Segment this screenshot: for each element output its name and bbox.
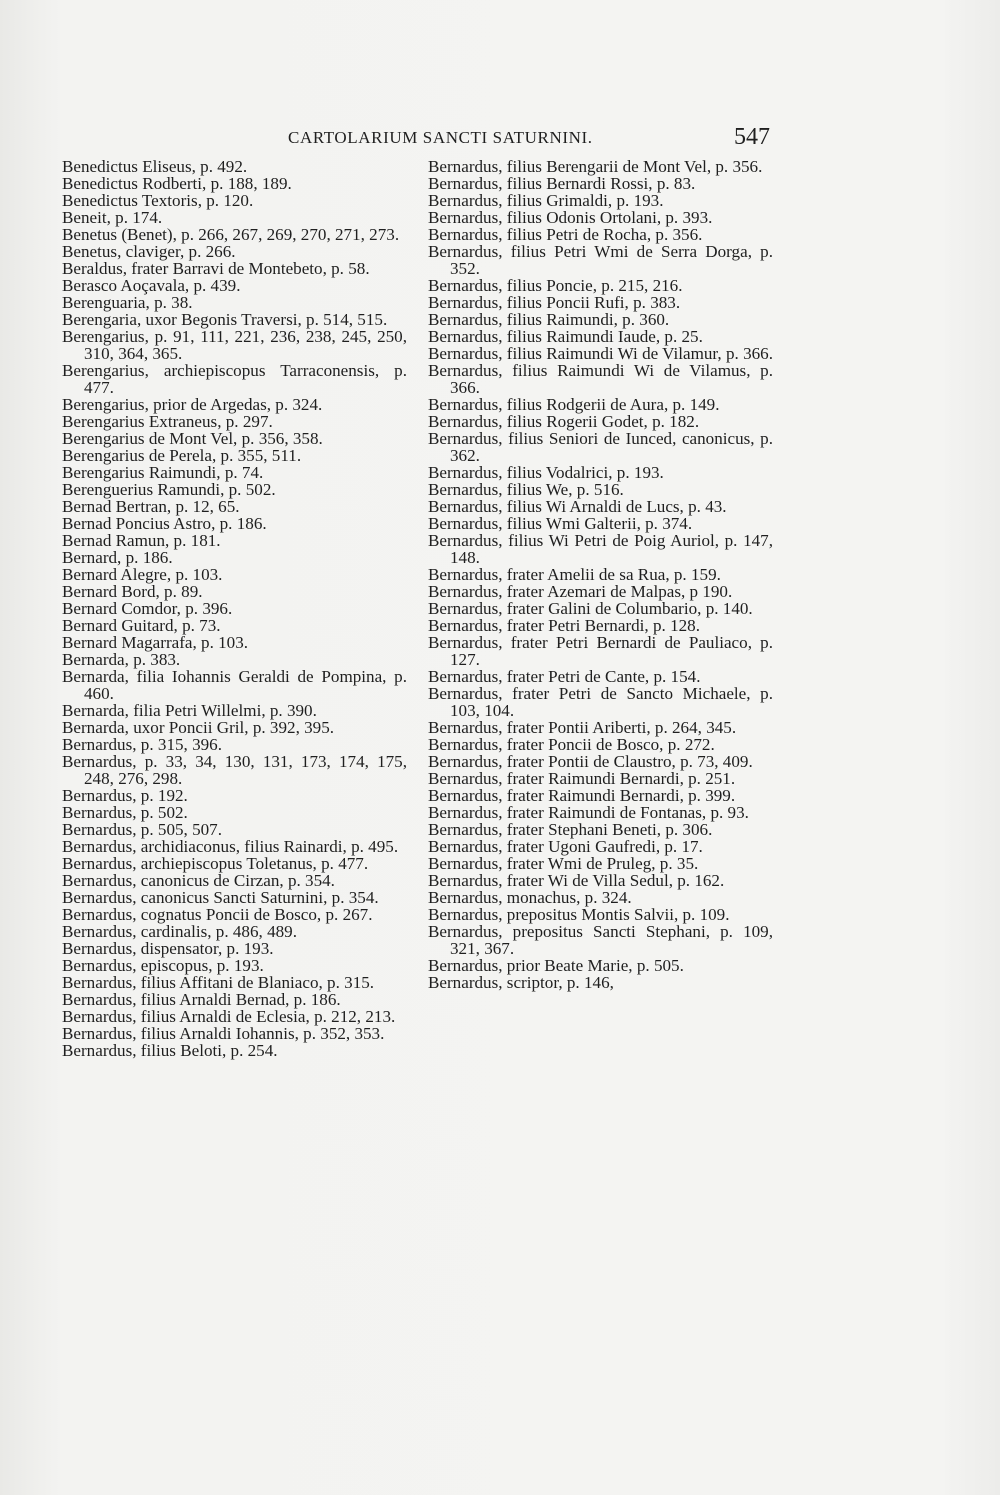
index-entry: Bernard Magarrafa, p. 103. bbox=[62, 633, 249, 652]
index-entry: Bernard Alegre, p. 103. bbox=[62, 565, 223, 584]
index-entry: Bernardus, p. 505, 507. bbox=[62, 820, 222, 839]
index-entry: Benedictus Eliseus, p. 492. bbox=[62, 157, 248, 176]
index-entry: Bernardus, canonicus Sancti Saturnini, p. 354. bbox=[62, 888, 379, 907]
index-entry: Bernardus, filius Bernardi Rossi, p. 83. bbox=[428, 174, 696, 193]
index-entry: Berengarius de Mont Vel, p. 356, 358. bbox=[62, 429, 323, 448]
index-column-left bbox=[62, 158, 407, 1059]
running-title: CARTOLARIUM SANCTI SATURNINI. bbox=[288, 128, 593, 147]
index-entry: Bernardus, filius Poncii Rufi, p. 383. bbox=[428, 293, 681, 312]
index-entry: Bernardus, filius Grimaldi, p. 193. bbox=[428, 191, 664, 210]
index-entry: Bernardus, frater Petri Bernardi, p. 128. bbox=[428, 616, 700, 635]
index-entry: Bernardus, filius Petri Wmi de Serra Dorga, p. 352. bbox=[428, 242, 773, 278]
index-entry: Berengaria, uxor Begonis Traversi, p. 514, 515. bbox=[62, 310, 388, 329]
index-entry: Bernarda, p. 383. bbox=[62, 650, 181, 669]
index-entry: Bernardus, frater Galini de Columbario, p. 140. bbox=[428, 599, 753, 618]
index-entry: Bernardus, frater Raimundi Bernardi, p. 399. bbox=[428, 786, 736, 805]
index-entry: Bernardus, filius Wi Arnaldi de Lucs, p. 43. bbox=[428, 497, 727, 516]
index-entry: Bernad Bertran, p. 12, 65. bbox=[62, 497, 240, 516]
index-entry: Bernardus, filius Raimundi Wi de Vilamur, p. 366. bbox=[428, 344, 773, 363]
index-entry: Bernardus, filius Berengarii de Mont Vel, p. 356. bbox=[428, 157, 763, 176]
index-entry: Bernardus, prior Beate Marie, p. 505. bbox=[428, 956, 684, 975]
page-number: 547 bbox=[734, 124, 770, 150]
index-entry: Bernardus, frater Raimundi de Fontanas, p. 93. bbox=[428, 803, 749, 822]
index-entry: Bernardus, filius Wmi Galterii, p. 374. bbox=[428, 514, 693, 533]
index-entry: Bernardus, filius Wi Petri de Poig Auriol, p. 147, 148. bbox=[428, 531, 773, 567]
index-entry: Berengarius Extraneus, p. 297. bbox=[62, 412, 273, 431]
index-entry: Berengarius de Perela, p. 355, 511. bbox=[62, 446, 302, 465]
index-entry: Bernardus, frater Petri de Sancto Michaele, p. 103, 104. bbox=[428, 684, 773, 720]
index-entry: Beraldus, frater Barravi de Montebeto, p. 58. bbox=[62, 259, 370, 278]
index-entry: Bernard Comdor, p. 396. bbox=[62, 599, 233, 618]
index-entry: Bernardus, frater Petri Bernardi de Pauliaco, p. 127. bbox=[428, 633, 773, 669]
index-entry: Bernarda, filia Petri Willelmi, p. 390. bbox=[62, 701, 317, 720]
index-entry: Berengarius, p. 91, 111, 221, 236, 238, 245, 250, 310, 364, 365. bbox=[62, 327, 407, 363]
index-entry: Bernardus, filius Odonis Ortolani, p. 393. bbox=[428, 208, 713, 227]
index-entry: Bernardus, filius We, p. 516. bbox=[428, 480, 624, 499]
index-entry: Bernardus, frater Ugoni Gaufredi, p. 17. bbox=[428, 837, 703, 856]
index-entry: Bernardus, frater Wmi de Pruleg, p. 35. bbox=[428, 854, 699, 873]
index-entry: Bernarda, uxor Poncii Gril, p. 392, 395. bbox=[62, 718, 335, 737]
index-entry: Bernardus, p. 33, 34, 130, 131, 173, 174, 175, 248, 276, 298. bbox=[62, 752, 407, 788]
index-entry: Bernard Guitard, p. 73. bbox=[62, 616, 221, 635]
index-entry: Bernardus, frater Stephani Beneti, p. 306. bbox=[428, 820, 713, 839]
index-entry: Bernard, p. 186. bbox=[62, 548, 173, 567]
index-entry: Bernardus, archiepiscopus Toletanus, p. 477. bbox=[62, 854, 369, 873]
index-entry: Bernardus, p. 502. bbox=[62, 803, 188, 822]
index-entry: Bernardus, prepositus Sancti Stephani, p. 109, 321, 367. bbox=[428, 922, 773, 958]
index-entry: Bernardus, filius Raimundi Iaude, p. 25. bbox=[428, 327, 703, 346]
index-entry: Bernardus, monachus, p. 324. bbox=[428, 888, 632, 907]
index-entry: Bernardus, filius Arnaldi de Eclesia, p. 212, 213. bbox=[62, 1007, 396, 1026]
index-entry: Bernardus, dispensator, p. 193. bbox=[62, 939, 274, 958]
page-header bbox=[270, 124, 770, 158]
index-entry: Bernard Bord, p. 89. bbox=[62, 582, 203, 601]
index-entry: Berengarius, prior de Argedas, p. 324. bbox=[62, 395, 323, 414]
index-entry: Benetus (Benet), p. 266, 267, 269, 270, 271, 273. bbox=[62, 225, 400, 244]
index-entry: Benedictus Rodberti, p. 188, 189. bbox=[62, 174, 292, 193]
index-entry: Berengarius Raimundi, p. 74. bbox=[62, 463, 264, 482]
index-entry: Bernardus, episcopus, p. 193. bbox=[62, 956, 264, 975]
index-entry: Bernardus, frater Poncii de Bosco, p. 272. bbox=[428, 735, 715, 754]
index-entry: Bernardus, filius Raimundi, p. 360. bbox=[428, 310, 670, 329]
index-entry: Berasco Aoçavala, p. 439. bbox=[62, 276, 241, 295]
index-entry: Bernardus, filius Arnaldi Iohannis, p. 352, 353. bbox=[62, 1024, 385, 1043]
index-entry: Bernardus, frater Raimundi Bernardi, p. 251. bbox=[428, 769, 736, 788]
index-entry: Benedictus Textoris, p. 120. bbox=[62, 191, 254, 210]
index-entry: Bernardus, cognatus Poncii de Bosco, p. 267. bbox=[62, 905, 373, 924]
index-entry: Bernardus, filius Poncie, p. 215, 216. bbox=[428, 276, 683, 295]
index-entry: Bernardus, p. 315, 396. bbox=[62, 735, 222, 754]
index-entry: Berengarius, archiepiscopus Tarraconensis, p. 477. bbox=[62, 361, 407, 397]
index-entry: Bernardus, filius Arnaldi Bernad, p. 186. bbox=[62, 990, 341, 1009]
index-entry: Bernad Poncius Astro, p. 186. bbox=[62, 514, 267, 533]
index-entry: Bernardus, prepositus Montis Salvii, p. 109. bbox=[428, 905, 730, 924]
index-entry: Bernardus, filius Affitani de Blaniaco, p. 315. bbox=[62, 973, 375, 992]
index-entry: Bernardus, filius Rogerii Godet, p. 182. bbox=[428, 412, 700, 431]
index-entry: Berenguaria, p. 38. bbox=[62, 293, 193, 312]
index-entry: Benetus, claviger, p. 266. bbox=[62, 242, 236, 261]
index-entry: Bernardus, frater Pontii Ariberti, p. 264, 345. bbox=[428, 718, 737, 737]
index-entry: Bernardus, filius Petri de Rocha, p. 356. bbox=[428, 225, 703, 244]
index-entry: Bernardus, filius Vodalrici, p. 193. bbox=[428, 463, 664, 482]
index-entry: Bernardus, canonicus de Cirzan, p. 354. bbox=[62, 871, 335, 890]
index-entry: Bernardus, frater Wi de Villa Sedul, p. 162. bbox=[428, 871, 725, 890]
index-entry: Bernardus, p. 192. bbox=[62, 786, 188, 805]
index-entry: Bernardus, filius Beloti, p. 254. bbox=[62, 1041, 278, 1060]
index-column-right bbox=[428, 158, 773, 991]
index-entry: Bernad Ramun, p. 181. bbox=[62, 531, 221, 550]
index-entry: Bernardus, frater Amelii de sa Rua, p. 159. bbox=[428, 565, 721, 584]
index-entry: Bernardus, cardinalis, p. 486, 489. bbox=[62, 922, 297, 941]
index-entry: Bernardus, archidiaconus, filius Rainardi, p. 495. bbox=[62, 837, 399, 856]
index-entry: Beneit, p. 174. bbox=[62, 208, 163, 227]
index-entry: Berenguerius Ramundi, p. 502. bbox=[62, 480, 276, 499]
index-entry: Bernarda, filia Iohannis Geraldi de Pompina, p. 460. bbox=[62, 667, 407, 703]
index-entry: Bernardus, filius Raimundi Wi de Vilamus, p. 366. bbox=[428, 361, 773, 397]
index-entry: Bernardus, scriptor, p. 146, bbox=[428, 973, 614, 992]
index-entry: Bernardus, frater Pontii de Claustro, p. 73, 409. bbox=[428, 752, 753, 771]
index-entry: Bernardus, frater Azemari de Malpas, p 190. bbox=[428, 582, 733, 601]
index-entry: Bernardus, filius Seniori de Iunced, canonicus, p. 362. bbox=[428, 429, 773, 465]
index-entry: Bernardus, frater Petri de Cante, p. 154. bbox=[428, 667, 701, 686]
index-entry: Bernardus, filius Rodgerii de Aura, p. 149. bbox=[428, 395, 720, 414]
